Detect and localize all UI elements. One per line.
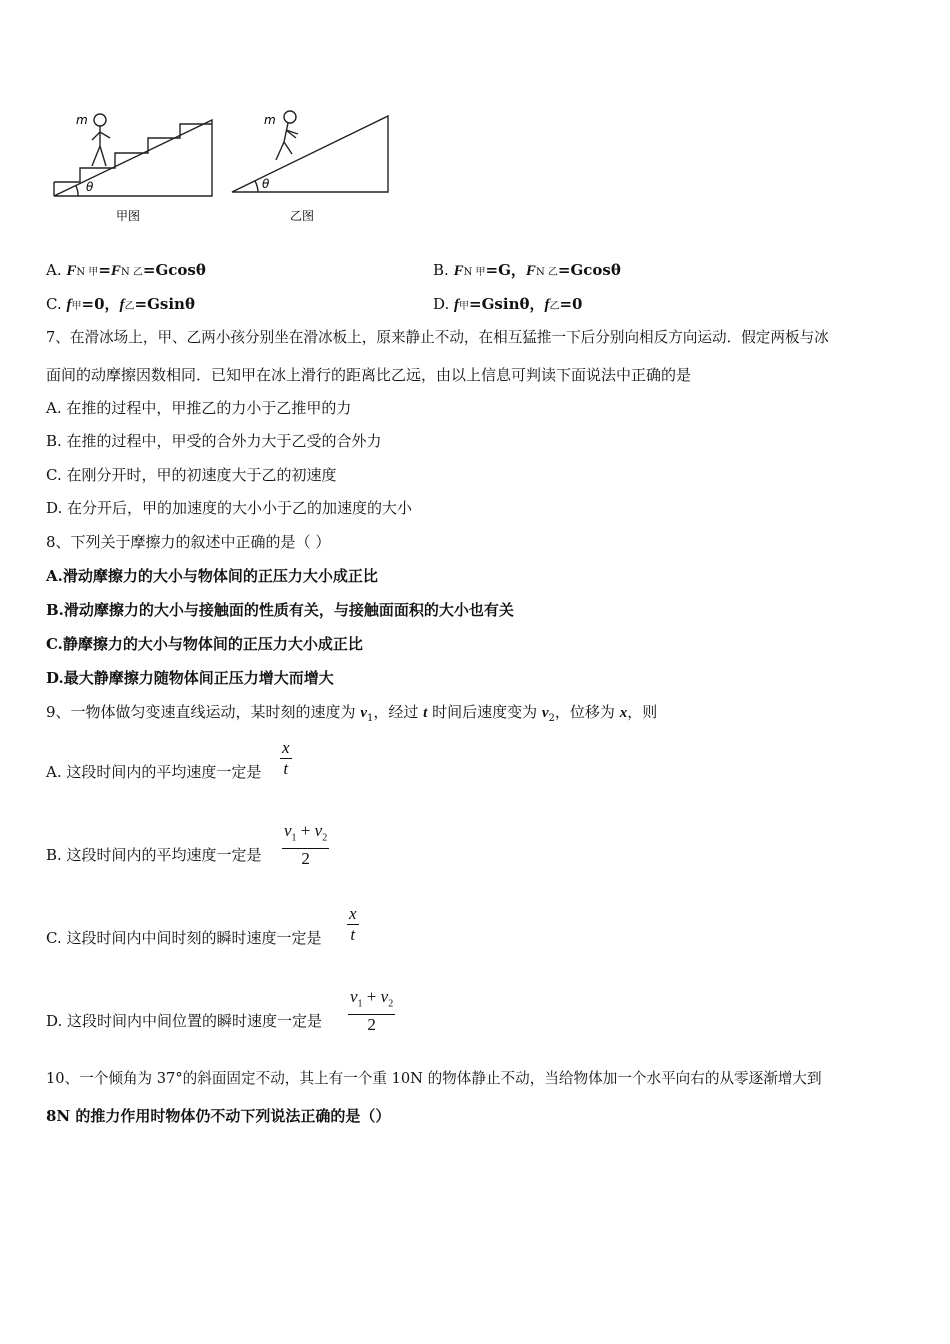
q9-option-a: A. 这段时间内的平均速度一定是 bbox=[46, 763, 262, 781]
person-head bbox=[94, 114, 106, 126]
angle-arc bbox=[255, 181, 258, 192]
incline-jia bbox=[54, 120, 212, 196]
q7-option-c: C. 在刚分开时，甲的初速度大于乙的初速度 bbox=[46, 466, 337, 484]
q9-stem: 9、一物体做匀变速直线运动，某时刻的速度为 $v_1$，经过 t 时间后速度变为 $v_2$，位移为 x，则 bbox=[46, 703, 658, 724]
q8-stem: 8、下列关于摩擦力的叙述中正确的是（ ） bbox=[46, 533, 331, 551]
person-body bbox=[276, 123, 298, 160]
q7-stem-line1: 7、在滑冰场上，甲、乙两小孩分别坐在滑冰板上，原来静止不动，在相互猛推一下后分别向相反方向运动．假定两板与冰 bbox=[46, 329, 829, 346]
q6-option-a: A. FN 甲=FN 乙=Gcosθ bbox=[46, 261, 206, 279]
q6-option-c: C. f甲=0，f乙=Gsinθ bbox=[46, 295, 195, 313]
angle-label: θ bbox=[86, 180, 94, 194]
q8-option-c: C.静摩擦力的大小与物体间的正压力大小成正比 bbox=[46, 635, 363, 653]
q9-option-b: B. 这段时间内的平均速度一定是 bbox=[46, 846, 262, 864]
q9-option-c: C. 这段时间内中间时刻的瞬时速度一定是 bbox=[46, 929, 322, 947]
incline-yi bbox=[232, 116, 388, 192]
angle-arc bbox=[76, 186, 78, 196]
q8-option-d: D.最大静摩擦力随物体间正压力增大而增大 bbox=[46, 669, 334, 687]
q7-option-b: B. 在推的过程中，甲受的合外力大于乙受的合外力 bbox=[46, 432, 382, 450]
figure-caption: 乙图 bbox=[290, 209, 315, 223]
q7-option-d: D. 在分开后，甲的加速度的大小小于乙的加速度的大小 bbox=[46, 499, 413, 517]
q8-option-b: B.滑动摩擦力的大小与接触面的性质有关，与接触面面积的大小也有关 bbox=[46, 601, 514, 619]
mass-label: m bbox=[264, 113, 276, 127]
q7-option-a: A. 在推的过程中，甲推乙的力小于乙推甲的力 bbox=[46, 399, 352, 417]
q6-option-b: B. FN 甲=G，FN 乙=Gcosθ bbox=[433, 261, 621, 279]
q8-option-a: A.滑动摩擦力的大小与物体间的正压力大小成正比 bbox=[46, 567, 378, 585]
q10-stem-line1: 10、一个倾角为 37°的斜面固定不动，其上有一个重 10N 的物体静止不动，当给物体加一个水平向右的从零逐渐增大到 bbox=[46, 1070, 822, 1087]
angle-label: θ bbox=[262, 177, 270, 191]
q9-option-d: D. 这段时间内中间位置的瞬时速度一定是 bbox=[46, 1012, 323, 1030]
q9-d-fraction: $v_1 + v_2$ 2 bbox=[350, 987, 394, 1035]
q9-a-fraction: x t bbox=[282, 738, 290, 778]
figure-caption: 甲图 bbox=[116, 209, 141, 223]
person-body bbox=[92, 126, 110, 166]
q9-b-fraction: $v_1 + v_2$ 2 bbox=[284, 821, 328, 869]
figure-jia bbox=[50, 108, 220, 228]
mass-label: m bbox=[76, 113, 88, 127]
q7-stem-line2: 面间的动摩擦因数相同．已知甲在冰上滑行的距离比乙远，由以上信息可判读下面说法中正确的是 bbox=[46, 366, 692, 384]
q10-stem-line2: 8N 的推力作用时物体仍不动下列说法正确的是（） bbox=[46, 1107, 391, 1125]
q9-c-fraction: x t bbox=[349, 904, 357, 944]
person-head bbox=[284, 111, 296, 123]
q6-option-d: D. f甲=Gsinθ，f乙=0 bbox=[433, 295, 583, 313]
figure-yi bbox=[228, 108, 398, 228]
